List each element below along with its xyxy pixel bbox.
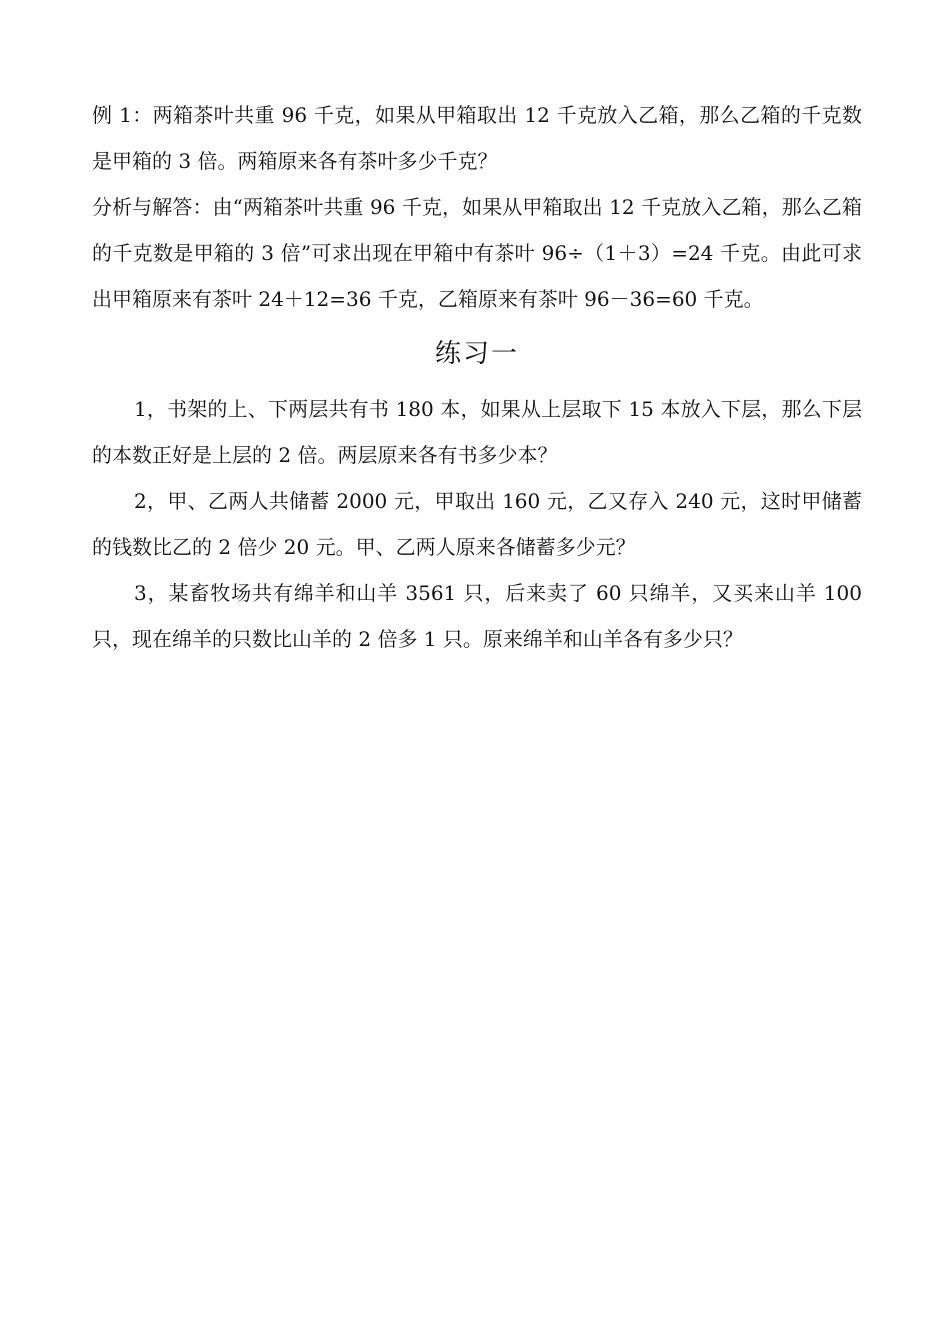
exercise-problem-1: 1，书架的上、下两层共有书 180 本，如果从上层取下 15 本放入下层，那么下层的本数正好是上层的 2 倍。两层原来各有书多少本？	[92, 397, 862, 467]
example-analysis: 分析与解答：由“两箱茶叶共重 96 千克，如果从甲箱取出 12 千克放入乙箱，那么乙箱的千克数是甲箱的 3 倍”可求出现在甲箱中有茶叶 96÷（1＋3）=24 千克。由此可求出甲箱原来有茶叶 24＋12=36 千克，乙箱原来有茶叶 96－36=60 千克。	[92, 195, 862, 311]
exercise-problem-3: 3，某畜牧场共有绵羊和山羊 3561 只，后来卖了 60 只绵羊，又买来山羊 100 只，现在绵羊的只数比山羊的 2 倍多 1 只。原来绵羊和山羊各有多少只？	[92, 581, 862, 651]
exercise-problem-2: 2，甲、乙两人共储蓄 2000 元，甲取出 160 元，乙又存入 240 元，这时甲储蓄的钱数比乙的 2 倍少 20 元。甲、乙两人原来各储蓄多少元？	[92, 489, 862, 559]
example-question: 例 1：两箱茶叶共重 96 千克，如果从甲箱取出 12 千克放入乙箱，那么乙箱的千克数是甲箱的 3 倍。两箱原来各有茶叶多少千克？	[92, 103, 862, 173]
document-page	[92, 92, 862, 662]
exercise-title: 练习一	[434, 339, 519, 369]
